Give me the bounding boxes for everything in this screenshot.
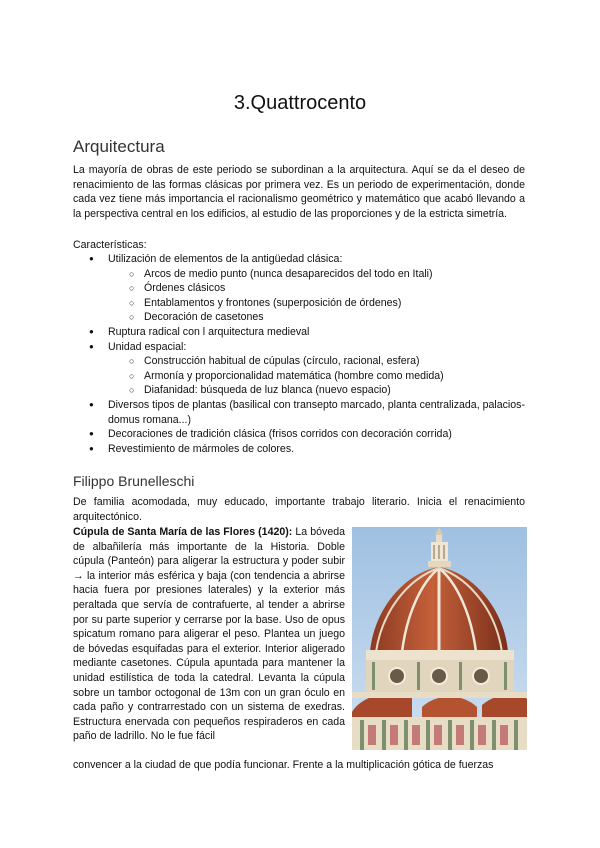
intro-paragraph: La mayoría de obras de este periodo se subordinan a la arquitectura. Aquí se da el deseo de renacimiento de las formas clásicas por primera vez. Es un periodo de experimentación, donde cada vez tiene más importancia el racionalismo geométrico y matemático que acabó llevando a la perspectiva central en los edificios, al estudio de las proporciones y de la estricta simetría. <box>73 164 525 220</box>
list-item: ● Utilización de elementos de la antigüedad clásica: ○ Arcos de medio punto (nunca desaparecidos del todo en Itali) ○ Órdenes clásicos ○ Entablamentos y frontones (superposición de órdenes) ○ Decoración de casetones <box>73 252 525 325</box>
features-list <box>73 252 525 456</box>
list-item: ○ Construcción habitual de cúpulas (círculo, racional, esfera) <box>108 354 525 369</box>
list-item: ○ Órdenes clásicos <box>108 281 525 296</box>
cupula-continuation: convencer a la ciudad de que podía funcionar. Frente a la multiplicación gótica de fuerzas <box>73 759 494 771</box>
cupula-heading: Cúpula de Santa María de las Flores (1420): <box>73 526 293 538</box>
list-item: ○ Armonía y proporcionalidad matemática (hombre como medida) <box>108 369 525 384</box>
page-title: 3.Quattrocento <box>233 92 367 114</box>
list-item: ● Ruptura radical con l arquitectura medieval <box>73 325 525 340</box>
cupula-text: La bóveda de albañilería más importante de la Historia. Doble cúpula (Panteón) para aligerar la estructura y poder subir → la interior más esférica y baja (con tendencia a abrirse hacia fuera por presiones laterales) y la exterior más peraltada que servía de contrafuerte, al tender a abrirse por su parte superior y cerrarse por la base. Uso de opus spicatum romano para aligerar el peso. Plantea un juego de bóvedas esquifadas para el exterior. Interior aligerado mediante casetones. Cúpula apuntada para mantener la unidad estilística de toda la catedral. Levanta la cúpula sobre un tambor octogonal de 13m con un gran óculo en cada paño y contrarrestado con un sistema de exedras. Estructura enervada con pequeños respiraderos en cada paño de ladrillo. No le fue fácil <box>73 526 345 743</box>
sublist-classical <box>108 267 525 325</box>
list-item: ○ Diafanidad: búsqueda de luz blanca (nuevo espacio) <box>108 383 525 398</box>
list-item: ○ Arcos de medio punto (nunca desaparecidos del todo en Itali) <box>108 267 525 282</box>
cupula-paragraph <box>73 525 345 744</box>
list-item: ○ Decoración de casetones <box>108 310 525 325</box>
list-item: ● Decoraciones de tradición clásica (frisos corridos con decoración corrida) <box>73 427 525 442</box>
list-item: ● Unidad espacial: ○ Construcción habitual de cúpulas (círculo, racional, esfera) ○ Armonía y proporcionalidad matemática (hombre como medida) ○ Diafanidad: búsqueda de luz blanca (nuevo espacio) <box>73 340 525 398</box>
subsection-heading: Filippo Brunelleschi <box>73 473 195 489</box>
sublist-spatial <box>108 354 525 398</box>
list-item: ○ Entablamentos y frontones (superposición de órdenes) <box>108 296 525 311</box>
section-heading: Arquitectura <box>73 137 165 156</box>
duomo-photo <box>352 527 527 750</box>
caracteristicas-label: Características: <box>73 239 147 251</box>
brunelleschi-intro: De familia acomodada, muy educado, importante trabajo literario. Inicia el renacimiento arquitectónico. <box>73 496 525 523</box>
list-item: ● Revestimiento de mármoles de colores. <box>73 442 525 457</box>
list-item: ● Diversos tipos de plantas (basilical con transepto marcado, planta centralizada, palacios-domus romana...) <box>73 398 525 427</box>
